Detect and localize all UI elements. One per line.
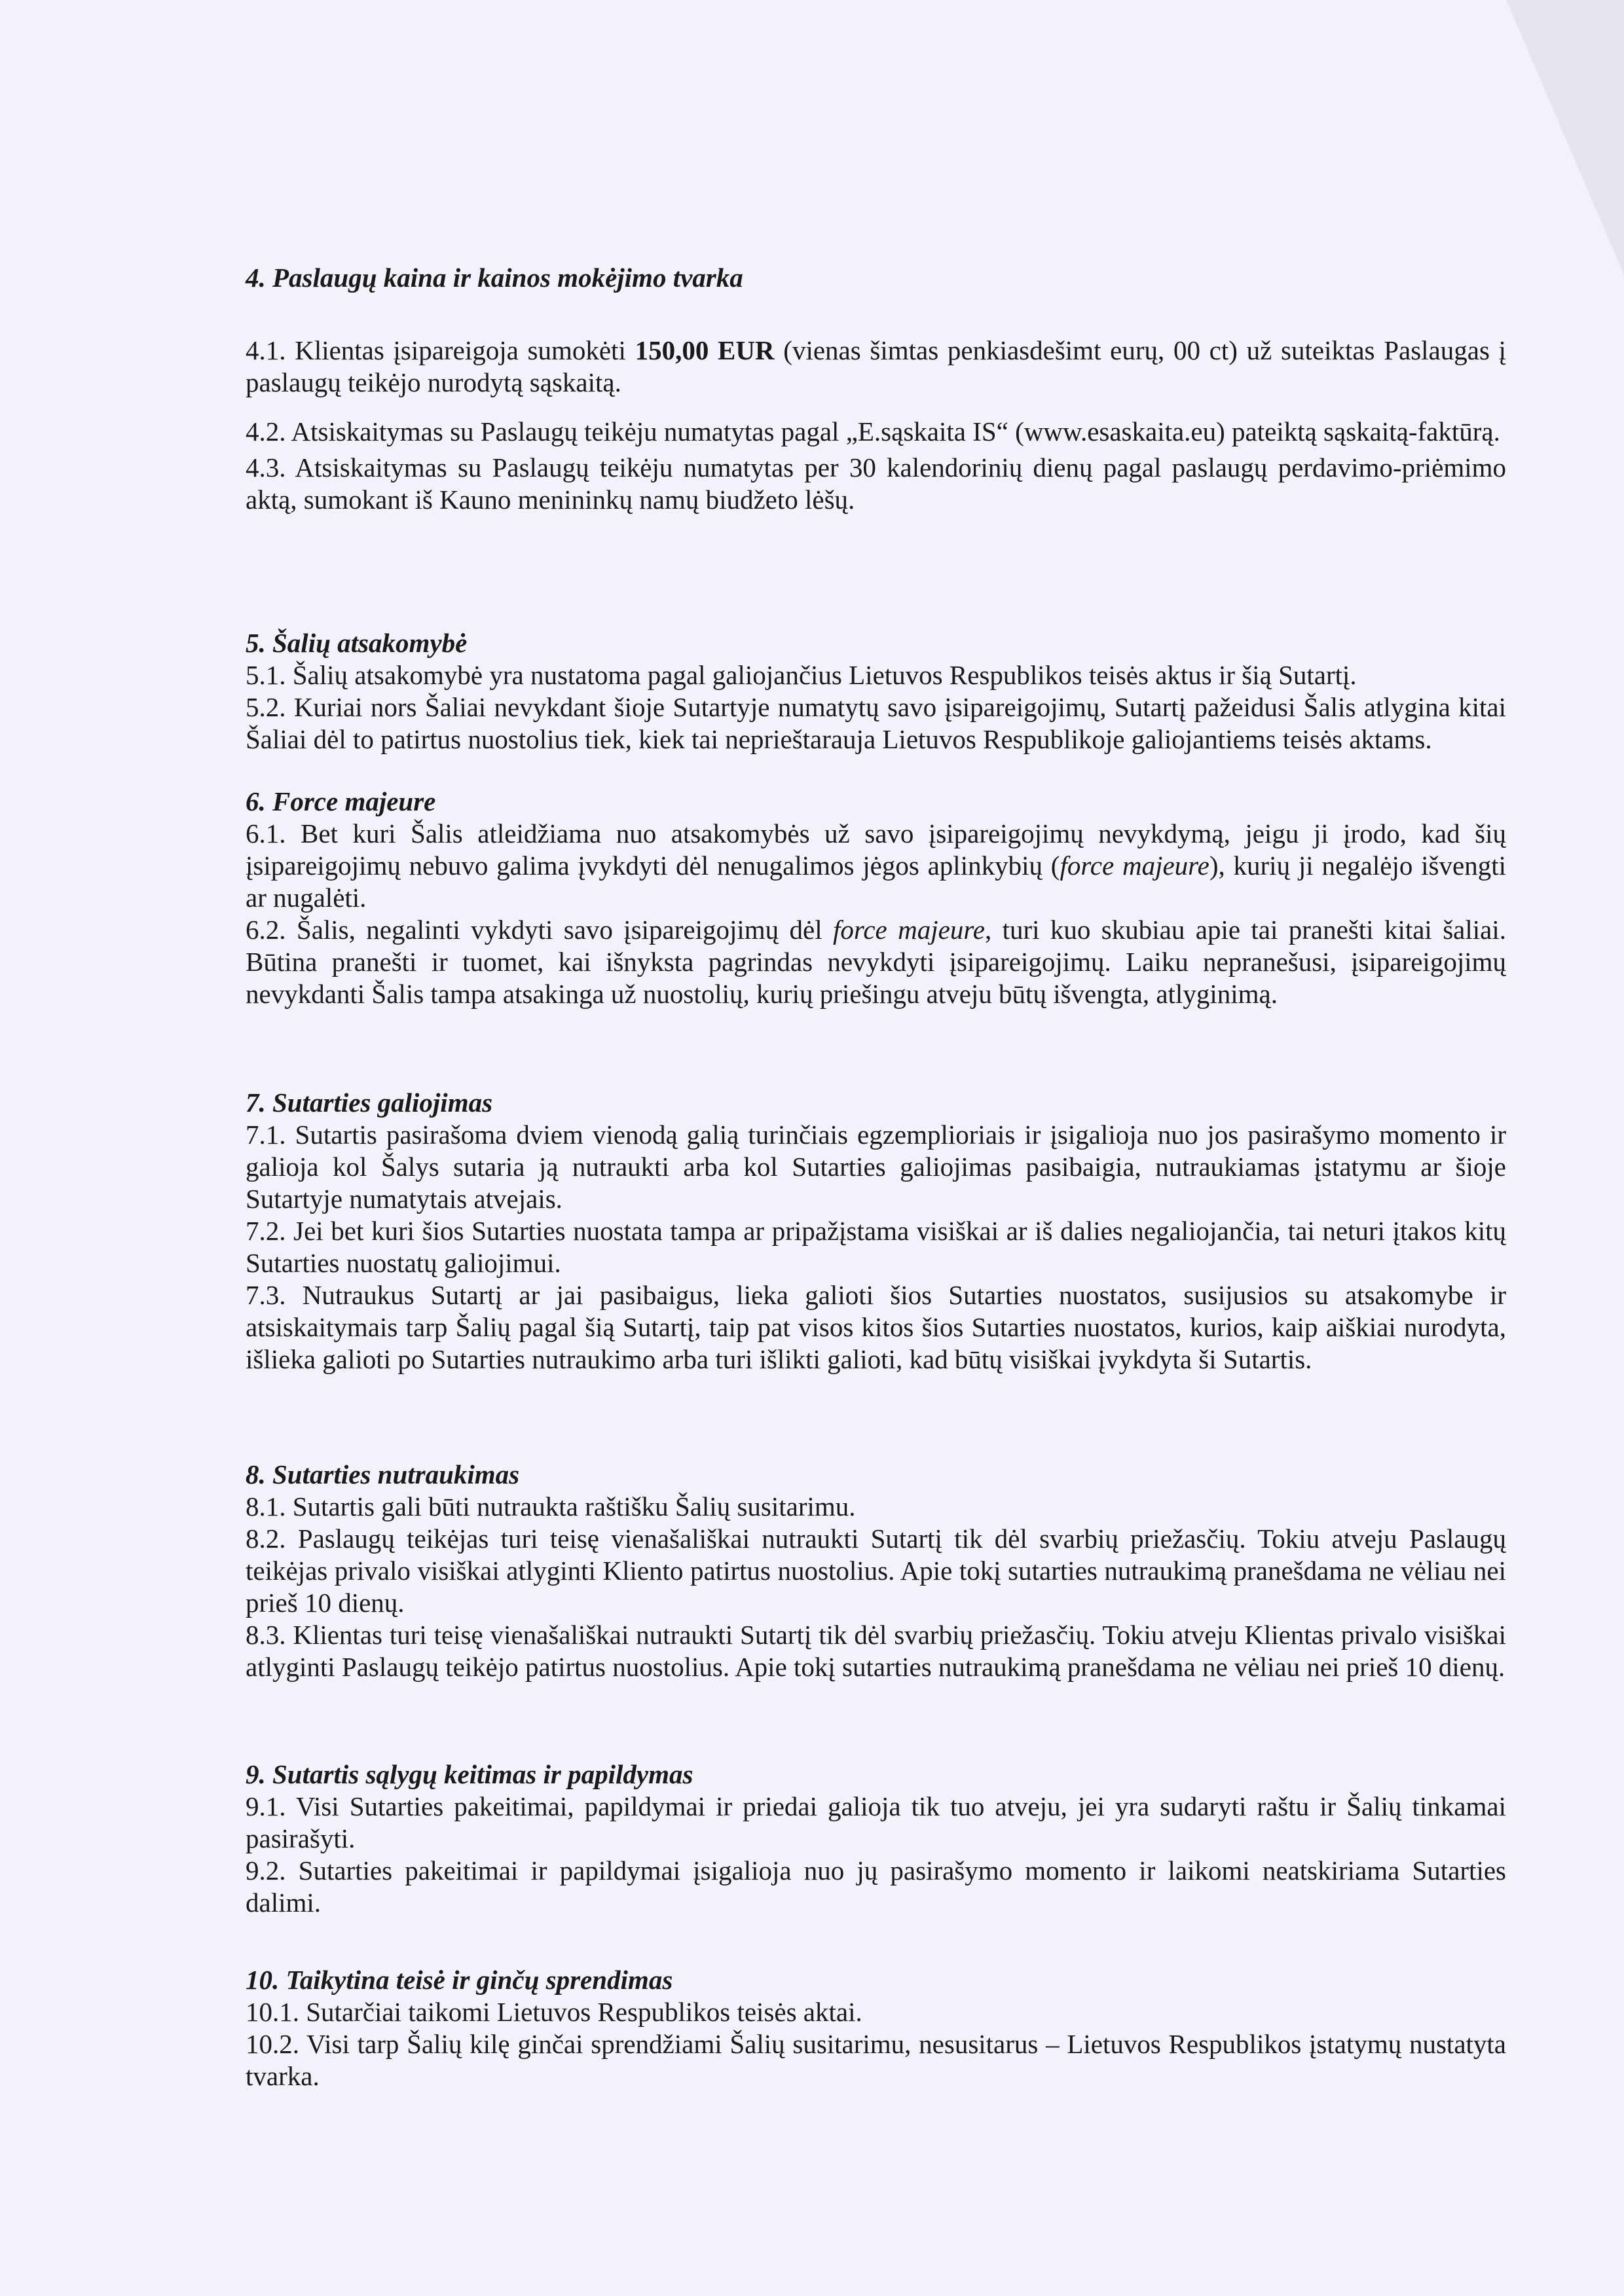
clause-italic: force majeure (833, 915, 985, 945)
clause-9-2: 9.2. Sutarties pakeitimai ir papildymai įsigalioja nuo jų pasirašymo momento ir laikomi neatskiriama Sutarties dalimi. (246, 1855, 1506, 1918)
price-amount: 150,00 EUR (635, 335, 775, 365)
clause-text: ), kurių ji negalėjo išvengti ar nugalėti. (246, 850, 1506, 913)
section-heading: 8. Sutarties nutraukimas (246, 1459, 520, 1489)
section-heading: 10. Taikytina teisė ir ginčų sprendimas (246, 1965, 673, 1995)
clause-10-2: 10.2. Visi tarp Šalių kilę ginčai sprendžiami Šalių susitarimu, nesusitarus – Lietuvos Respublikos įstatymų nustatyta tvarka. (246, 2029, 1506, 2091)
section-heading: 9. Sutartis sąlygų keitimas ir papildymas (246, 1759, 693, 1789)
section-amendments (246, 1758, 1506, 1919)
section-validity (246, 1087, 1506, 1376)
section-heading: 5. Šalių atsakomybė (246, 628, 468, 658)
clause-6-1 (246, 818, 1506, 914)
clause-text: 4.1. Klientas įsipareigoja sumokėti (246, 335, 635, 365)
clause-5-2: 5.2. Kuriai nors Šaliai nevykdant šioje Sutartyje numatytų savo įsipareigojimų, Sutartį pažeidusi Šalis atlygina kitai Šaliai dėl to patirtus nuostolius tiek, kiek tai neprieštarauja Lietuvos Respublikoje galiojantiems teisės aktams. (246, 692, 1506, 754)
clause-6-2 (246, 914, 1506, 1010)
section-governing-law (246, 1964, 1506, 2092)
clause-text: 6.1. Bet kuri Šalis atleidžiama nuo atsakomybės už savo įsipareigojimų nevykdymą, jeigu ji įrodo, kad šių įsipareigojimų nebuvo galima įvykdyti dėl nenugalimos jėgos aplinkybių ( (246, 818, 1506, 881)
section-heading: 7. Sutarties galiojimas (246, 1087, 493, 1118)
clause-10-1: 10.1. Sutarčiai taikomi Lietuvos Respublikos teisės aktai. (246, 1997, 862, 2027)
clause-4-2: 4.2. Atsiskaitymas su Paslaugų teikėju numatytas pagal „E.sąskaita IS“ (www.esaskaita.eu) pateiktą sąskaitą-faktūrą. (246, 416, 1500, 446)
clause-7-2: 7.2. Jei bet kuri šios Sutarties nuostata tampa ar pripažįstama visiškai ar iš dalies negaliojančia, tai neturi įtakos kitų Sutarties nuostatų galiojimui. (246, 1216, 1506, 1278)
section-termination (246, 1459, 1506, 1683)
section-liability (246, 627, 1506, 756)
clause-8-1: 8.1. Sutartis gali būti nutraukta raštišku Šalių susitarimu. (246, 1491, 856, 1522)
clause-9-1: 9.1. Visi Sutarties pakeitimai, papildymai ir priedai galioja tik tuo atveju, jei yra sudaryti raštu ir Šalių tinkamai pasirašyti. (246, 1791, 1506, 1853)
clause-text: (vienas šimtas penkiasdešimt eurų, 00 ct) už suteiktas Paslaugas į paslaugų teikėjo nurodytą sąskaitą. (246, 335, 1507, 397)
section-force-majeure (246, 786, 1506, 1010)
section-heading: 6. Force majeure (246, 786, 436, 816)
clause-7-1: 7.1. Sutartis pasirašoma dviem vienodą galią turinčiais egzemplioriais ir įsigalioja nuo jos pasirašymo momento ir galioja kol Šalys sutaria ją nutraukti arba kol Sutarties galiojimas pasibaigia, nutraukiamas įstatymu ar šioje Sutartyje numatytais atvejais. (246, 1120, 1506, 1214)
clause-8-2: 8.2. Paslaugų teikėjas turi teisę vienašališkai nutraukti Sutartį tik dėl svarbių priežasčių. Tokiu atveju Paslaugų teikėjas privalo visiškai atlyginti Kliento patirtus nuostolius. Apie tokį sutarties nutraukimą pranešdama ne vėliau nei prieš 10 dienų. (246, 1523, 1506, 1618)
clause-4-3: 4.3. Atsiskaitymas su Paslaugų teikėju numatytas per 30 kalendorinių dienų pagal paslaugų perdavimo-priėmimo aktą, sumokant iš Kauno menininkų namų biudžeto lėšų. (246, 452, 1506, 515)
clause-text: , turi kuo skubiau apie tai pranešti kitai šaliai. Būtina pranešti ir tuomet, kai išnyksta pagrindas nevykdyti įsipareigojimų. Laiku nepranešusi, įsipareigojimų nevykdanti Šalis tampa atsakinga už nuostolių, kurių priešingu atveju būtų išvengta, atlyginimą. (246, 915, 1506, 1009)
section-heading: 4. Paslaugų kaina ir kainos mokėjimo tvarka (246, 263, 743, 293)
section-price-payment (246, 262, 1506, 516)
clause-italic: force majeure (1060, 850, 1209, 881)
clause-text: 6.2. Šalis, negalinti vykdyti savo įsipareigojimų dėl (246, 915, 834, 945)
clause-7-3: 7.3. Nutraukus Sutartį ar jai pasibaigus, lieka galioti šios Sutarties nuostatos, susijusios su atsakomybe ir atsiskaitymais tarp Šalių pagal šią Sutartį, taip pat visos kitos šios Sutarties nuostatos, kurios, kaip aiškiai nurodyta, išlieka galioti po Sutarties nutraukimo arba turi išlikti galioti, kad būtų visiškai įvykdyta ši Sutartis. (246, 1280, 1506, 1374)
page-corner-fold (1506, 0, 1624, 275)
clause-5-1: 5.1. Šalių atsakomybė yra nustatoma pagal galiojančius Lietuvos Respublikos teisės aktus ir šią Sutartį. (246, 660, 1357, 690)
clause-4-1 (246, 335, 1506, 399)
clause-8-3: 8.3. Klientas turi teisę vienašališkai nutraukti Sutartį tik dėl svarbių priežasčių. Tokiu atveju Klientas privalo visiškai atlyginti Paslaugų teikėjo patirtus nuostolius. Apie tokį sutarties nutraukimą pranešdama ne vėliau nei prieš 10 dienų. (246, 1620, 1506, 1682)
